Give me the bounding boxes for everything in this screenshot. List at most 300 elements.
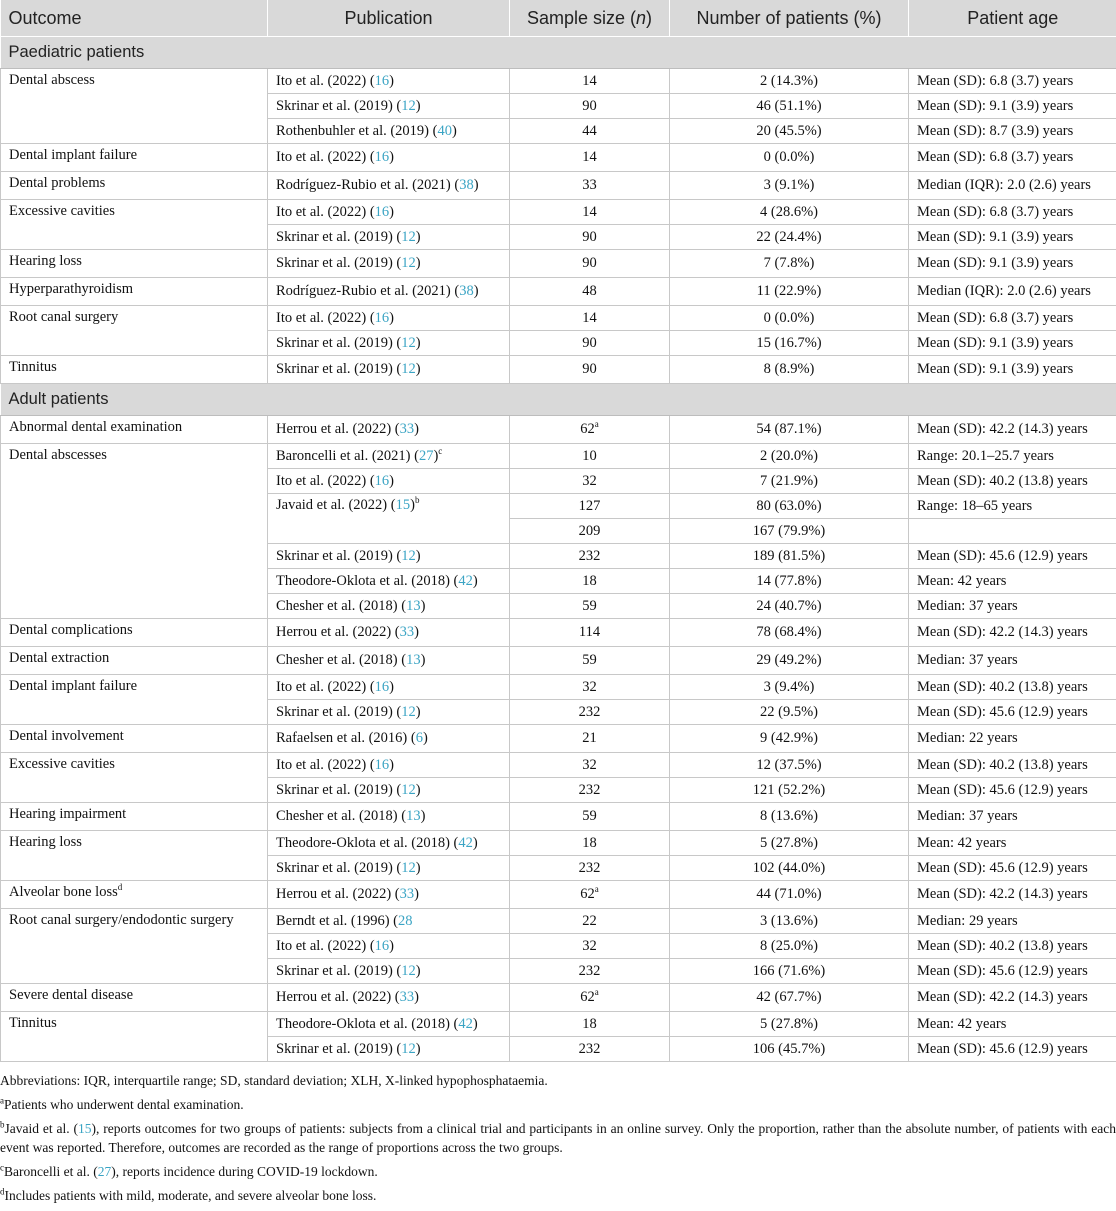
publication-cell xyxy=(268,144,510,172)
sample-size-cell xyxy=(510,444,670,469)
sample-size-cell xyxy=(510,569,670,594)
reference-link[interactable]: 12 xyxy=(401,335,416,351)
sample-size-value: 33 xyxy=(582,177,597,193)
reference-link[interactable]: 12 xyxy=(401,361,416,377)
reference-link[interactable]: 42 xyxy=(458,1016,473,1032)
patients-cell: 14 (77.8%) xyxy=(670,569,909,594)
age-cell: Range: 18–65 years xyxy=(909,494,1116,519)
sample-size-cell xyxy=(510,856,670,881)
sample-size-value: 114 xyxy=(579,624,600,640)
patients-cell: 78 (68.4%) xyxy=(670,619,909,647)
sample-size-cell xyxy=(510,94,670,119)
age-cell: Mean: 42 years xyxy=(909,569,1116,594)
publication-author: Berndt et al. (1996) ( xyxy=(276,913,398,929)
sample-size-cell xyxy=(510,753,670,778)
sample-size-cell xyxy=(510,959,670,984)
age-cell: Mean (SD): 42.2 (14.3) years xyxy=(909,619,1116,647)
reference-link[interactable]: 12 xyxy=(401,98,416,114)
outcome-label: Dental implant failure xyxy=(9,147,137,163)
age-cell: Mean: 42 years xyxy=(909,1012,1116,1037)
patients-cell: 2 (20.0%) xyxy=(670,444,909,469)
outcome-cell xyxy=(1,200,268,250)
patients-cell: 3 (9.4%) xyxy=(670,675,909,700)
outcome-cell xyxy=(1,675,268,725)
publication-author: Skrinar et al. (2019) ( xyxy=(276,548,401,564)
sample-size-cell xyxy=(510,469,670,494)
header-sample-size-suffix: ) xyxy=(646,8,652,28)
reference-link[interactable]: 12 xyxy=(401,963,416,979)
publication-cell xyxy=(268,984,510,1012)
reference-link[interactable]: 12 xyxy=(401,860,416,876)
publication-close: ) xyxy=(389,204,394,220)
table-row xyxy=(1,753,1116,778)
table-row xyxy=(1,278,1116,306)
outcome-cell xyxy=(1,356,268,384)
patients-cell: 8 (13.6%) xyxy=(670,803,909,831)
publication-close: ) xyxy=(389,679,394,695)
table-row xyxy=(1,416,1116,444)
header-age: Patient age xyxy=(909,0,1116,37)
reference-link[interactable]: 16 xyxy=(375,679,390,695)
sample-size-cell xyxy=(510,494,670,519)
sample-size-cell xyxy=(510,544,670,569)
outcome-cell xyxy=(1,881,268,909)
reference-link[interactable]: 12 xyxy=(401,255,416,271)
outcome-label: Dental complications xyxy=(9,622,133,638)
publication-close: ) xyxy=(473,1016,478,1032)
patients-cell: 4 (28.6%) xyxy=(670,200,909,225)
sample-size-value: 232 xyxy=(579,860,601,876)
sample-size-value: 62 xyxy=(580,421,595,437)
sample-size-value: 127 xyxy=(579,498,601,514)
publication-author: Skrinar et al. (2019) ( xyxy=(276,963,401,979)
publication-cell xyxy=(268,69,510,94)
outcome-label: Root canal surgery xyxy=(9,309,118,325)
publication-cell xyxy=(268,119,510,144)
age-cell: Median: 37 years xyxy=(909,803,1116,831)
publication-cell xyxy=(268,1037,510,1062)
outcome-label: Dental problems xyxy=(9,175,105,191)
header-patients: Number of patients (%) xyxy=(670,0,909,37)
sample-size-value: 14 xyxy=(582,149,597,165)
publication-close: ) xyxy=(421,808,426,824)
sample-size-cell xyxy=(510,831,670,856)
publication-cell xyxy=(268,469,510,494)
sample-size-cell xyxy=(510,278,670,306)
patients-cell: 189 (81.5%) xyxy=(670,544,909,569)
age-cell: Mean (SD): 40.2 (13.8) years xyxy=(909,934,1116,959)
publication-close: ) xyxy=(414,886,419,902)
reference-link[interactable]: 40 xyxy=(437,123,452,139)
header-sample-size xyxy=(510,0,670,37)
publication-close: ) xyxy=(452,123,457,139)
reference-link[interactable]: 6 xyxy=(416,730,423,746)
patients-cell: 121 (52.2%) xyxy=(670,778,909,803)
reference-link[interactable]: 16 xyxy=(375,473,390,489)
outcome-label: Root canal surgery/endodontic surgery xyxy=(9,912,234,928)
publication-close: ) xyxy=(389,757,394,773)
reference-link[interactable]: 13 xyxy=(406,808,421,824)
patients-cell: 22 (24.4%) xyxy=(670,225,909,250)
outcome-cell xyxy=(1,619,268,647)
sample-size-cell xyxy=(510,700,670,725)
sample-size-value: 90 xyxy=(582,361,597,377)
publication-close: ) xyxy=(416,963,421,979)
table-row xyxy=(1,200,1116,225)
reference-link[interactable]: 12 xyxy=(401,704,416,720)
outcome-cell xyxy=(1,172,268,200)
sample-size-value: 18 xyxy=(582,835,597,851)
reference-link[interactable]: 28 xyxy=(398,913,413,929)
sample-size-value: 209 xyxy=(579,523,601,539)
age-cell: Mean (SD): 40.2 (13.8) years xyxy=(909,469,1116,494)
reference-link[interactable]: 33 xyxy=(400,989,415,1005)
publication-close: ) xyxy=(416,704,421,720)
sample-size-value: 90 xyxy=(582,335,597,351)
patients-cell: 3 (13.6%) xyxy=(670,909,909,934)
footnote-mark: a xyxy=(595,884,599,894)
reference-link[interactable]: 13 xyxy=(406,598,421,614)
publication-author: Skrinar et al. (2019) ( xyxy=(276,255,401,271)
age-cell: Median (IQR): 2.0 (2.6) years xyxy=(909,278,1116,306)
outcome-label: Dental abscess xyxy=(9,72,95,88)
publication-author: Baroncelli et al. (2021) ( xyxy=(276,448,419,464)
patients-cell: 5 (27.8%) xyxy=(670,831,909,856)
age-cell: Mean (SD): 42.2 (14.3) years xyxy=(909,416,1116,444)
reference-link[interactable]: 33 xyxy=(400,886,415,902)
publication-cell xyxy=(268,725,510,753)
outcome-label: Dental involvement xyxy=(9,728,124,744)
outcome-cell xyxy=(1,416,268,444)
footnote-mark: c xyxy=(438,446,442,456)
sample-size-cell xyxy=(510,69,670,94)
patients-cell: 9 (42.9%) xyxy=(670,725,909,753)
publication-close: ) xyxy=(421,598,426,614)
publication-author: Rodríguez-Rubio et al. (2021) ( xyxy=(276,177,459,193)
outcome-cell xyxy=(1,753,268,803)
reference-link[interactable]: 13 xyxy=(406,652,421,668)
age-cell: Median (IQR): 2.0 (2.6) years xyxy=(909,172,1116,200)
table-row xyxy=(1,984,1116,1012)
outcome-cell xyxy=(1,909,268,984)
publication-cell xyxy=(268,416,510,444)
publication-author: Chesher et al. (2018) ( xyxy=(276,598,406,614)
outcome-cell xyxy=(1,1012,268,1062)
table-row xyxy=(1,172,1116,200)
outcome-cell xyxy=(1,306,268,356)
publication-close: ) xyxy=(474,283,479,299)
outcome-label: Excessive cavities xyxy=(9,756,115,772)
publication-author: Theodore-Oklota et al. (2018) ( xyxy=(276,1016,458,1032)
age-cell: Median: 37 years xyxy=(909,594,1116,619)
footnote-d: $^d$Includes patients with mild, moderate, and severe alveolar bone loss. xyxy=(0,1187,1116,1205)
publication-cell xyxy=(268,831,510,856)
publication-cell xyxy=(268,778,510,803)
footnote-mark: d xyxy=(118,882,123,892)
publication-cell xyxy=(268,444,510,469)
publication-author: Herrou et al. (2022) ( xyxy=(276,886,400,902)
footnote-a: $^a$Patients who underwent dental examination. xyxy=(0,1096,1116,1114)
reference-link[interactable]: 42 xyxy=(458,573,473,589)
patients-cell: 0 (0.0%) xyxy=(670,144,909,172)
sample-size-value: 62 xyxy=(580,989,595,1005)
publication-close: ) xyxy=(474,177,479,193)
sample-size-value: 14 xyxy=(582,204,597,220)
reference-link[interactable]: 38 xyxy=(459,283,474,299)
header-sample-size-prefix: Sample size ( xyxy=(527,8,636,28)
table-row xyxy=(1,619,1116,647)
age-cell: Mean (SD): 45.6 (12.9) years xyxy=(909,1037,1116,1062)
publication-author: Skrinar et al. (2019) ( xyxy=(276,782,401,798)
header-publication: Publication xyxy=(268,0,510,37)
publication-close: ) xyxy=(433,448,438,464)
publication-close: ) xyxy=(416,782,421,798)
publication-close: ) xyxy=(416,255,421,271)
age-cell: Median: 29 years xyxy=(909,909,1116,934)
patients-cell: 42 (67.7%) xyxy=(670,984,909,1012)
patients-cell: 102 (44.0%) xyxy=(670,856,909,881)
outcome-cell xyxy=(1,803,268,831)
sample-size-cell xyxy=(510,200,670,225)
publication-author: Herrou et al. (2022) ( xyxy=(276,421,400,437)
table-row xyxy=(1,306,1116,331)
reference-link[interactable]: 12 xyxy=(401,1041,416,1057)
reference-link[interactable]: 42 xyxy=(458,835,473,851)
publication-author: Rodríguez-Rubio et al. (2021) ( xyxy=(276,283,459,299)
reference-link[interactable]: 16 xyxy=(375,310,390,326)
age-cell: Mean (SD): 45.6 (12.9) years xyxy=(909,700,1116,725)
sample-size-value: 59 xyxy=(582,808,597,824)
publication-close: ) xyxy=(416,229,421,245)
publication-close: ) xyxy=(416,1041,421,1057)
table-row xyxy=(1,831,1116,856)
sample-size-value: 232 xyxy=(579,963,601,979)
reference-link[interactable]: 12 xyxy=(401,782,416,798)
section-title: Paediatric patients xyxy=(1,37,1116,69)
publication-author: Ito et al. (2022) ( xyxy=(276,310,375,326)
age-cell xyxy=(909,519,1116,544)
patients-cell: 20 (45.5%) xyxy=(670,119,909,144)
table-row xyxy=(1,444,1116,469)
outcome-cell xyxy=(1,831,268,881)
age-cell: Mean (SD): 6.8 (3.7) years xyxy=(909,69,1116,94)
sample-size-value: 232 xyxy=(579,1041,601,1057)
sample-size-value: 48 xyxy=(582,283,597,299)
publication-close: ) xyxy=(389,149,394,165)
publication-close: ) xyxy=(414,989,419,1005)
sample-size-cell xyxy=(510,984,670,1012)
outcome-label: Hyperparathyroidism xyxy=(9,281,133,297)
publication-author: Ito et al. (2022) ( xyxy=(276,73,375,89)
outcome-cell xyxy=(1,647,268,675)
publication-close: ) xyxy=(416,361,421,377)
publication-close: ) xyxy=(416,335,421,351)
table-footnotes xyxy=(0,1062,1116,1205)
sample-size-cell xyxy=(510,594,670,619)
sample-size-cell xyxy=(510,619,670,647)
publication-cell xyxy=(268,675,510,700)
reference-link[interactable]: 16 xyxy=(375,73,390,89)
publication-author: Theodore-Oklota et al. (2018) ( xyxy=(276,835,458,851)
patients-cell: 12 (37.5%) xyxy=(670,753,909,778)
sample-size-value: 232 xyxy=(579,548,601,564)
sample-size-cell xyxy=(510,225,670,250)
sample-size-value: 59 xyxy=(582,652,597,668)
publication-author: Ito et al. (2022) ( xyxy=(276,204,375,220)
patients-cell: 22 (9.5%) xyxy=(670,700,909,725)
publication-cell xyxy=(268,909,510,934)
age-cell: Mean (SD): 9.1 (3.9) years xyxy=(909,331,1116,356)
patients-cell: 46 (51.1%) xyxy=(670,94,909,119)
outcome-cell xyxy=(1,984,268,1012)
sample-size-cell xyxy=(510,881,670,909)
footnote-mark: a xyxy=(595,419,599,429)
publication-cell xyxy=(268,172,510,200)
sample-size-value: 32 xyxy=(582,679,597,695)
footnote-c: $^c$Baroncelli et al. (27), reports incidence during COVID-19 lockdown. xyxy=(0,1163,1116,1181)
publication-close: ) xyxy=(389,938,394,954)
publication-author: Skrinar et al. (2019) ( xyxy=(276,860,401,876)
sample-size-value: 90 xyxy=(582,98,597,114)
publication-author: Herrou et al. (2022) ( xyxy=(276,624,400,640)
publication-cell xyxy=(268,356,510,384)
reference-link[interactable]: 38 xyxy=(459,177,474,193)
age-cell: Median: 37 years xyxy=(909,647,1116,675)
age-cell: Mean (SD): 9.1 (3.9) years xyxy=(909,94,1116,119)
age-cell: Median: 22 years xyxy=(909,725,1116,753)
publication-cell xyxy=(268,306,510,331)
publication-close: ) xyxy=(414,421,419,437)
sample-size-value: 14 xyxy=(582,73,597,89)
reference-link[interactable]: 33 xyxy=(400,421,415,437)
section-header-row xyxy=(1,37,1116,69)
publication-close: ) xyxy=(473,835,478,851)
outcome-cell xyxy=(1,278,268,306)
sample-size-value: 44 xyxy=(582,123,597,139)
sample-size-cell xyxy=(510,725,670,753)
publication-close: ) xyxy=(410,497,415,513)
publication-cell xyxy=(268,94,510,119)
publication-cell xyxy=(268,494,510,544)
age-cell: Mean (SD): 8.7 (3.9) years xyxy=(909,119,1116,144)
patients-cell: 166 (71.6%) xyxy=(670,959,909,984)
patients-cell: 0 (0.0%) xyxy=(670,306,909,331)
publication-cell xyxy=(268,934,510,959)
sample-size-value: 90 xyxy=(582,229,597,245)
sample-size-cell xyxy=(510,675,670,700)
patients-cell: 8 (8.9%) xyxy=(670,356,909,384)
publication-cell xyxy=(268,200,510,225)
table-row xyxy=(1,356,1116,384)
outcome-label: Severe dental disease xyxy=(9,987,133,1003)
table-row xyxy=(1,675,1116,700)
sample-size-value: 59 xyxy=(582,598,597,614)
outcome-cell xyxy=(1,250,268,278)
header-outcome: Outcome xyxy=(1,0,268,37)
sample-size-value: 62 xyxy=(580,886,595,902)
reference-link[interactable]: 27 xyxy=(419,448,434,464)
publication-author: Skrinar et al. (2019) ( xyxy=(276,704,401,720)
publication-author: Rafaelsen et al. (2016) ( xyxy=(276,730,416,746)
outcome-label: Abnormal dental examination xyxy=(9,419,182,435)
section-title: Adult patients xyxy=(1,384,1116,416)
age-cell: Mean (SD): 9.1 (3.9) years xyxy=(909,225,1116,250)
table-row xyxy=(1,1012,1116,1037)
outcome-label: Alveolar bone loss xyxy=(9,884,118,900)
reference-link[interactable]: 12 xyxy=(401,229,416,245)
age-cell: Mean: 42 years xyxy=(909,831,1116,856)
reference-link[interactable]: 15 xyxy=(396,497,411,513)
outcome-label: Hearing impairment xyxy=(9,806,126,822)
publication-cell xyxy=(268,619,510,647)
reference-link[interactable]: 16 xyxy=(375,938,390,954)
sample-size-value: 21 xyxy=(582,730,597,746)
outcome-label: Hearing loss xyxy=(9,253,82,269)
section-header-row xyxy=(1,384,1116,416)
patients-cell: 11 (22.9%) xyxy=(670,278,909,306)
patients-cell: 15 (16.7%) xyxy=(670,331,909,356)
header-sample-size-n: n xyxy=(636,8,646,28)
publication-close: ) xyxy=(389,73,394,89)
publication-close: ) xyxy=(423,730,428,746)
publication-close: ) xyxy=(421,652,426,668)
patients-cell: 7 (21.9%) xyxy=(670,469,909,494)
sample-size-cell xyxy=(510,934,670,959)
publication-cell xyxy=(268,700,510,725)
sample-size-cell xyxy=(510,416,670,444)
reference-link[interactable]: 15 xyxy=(78,1121,92,1136)
publication-author: Ito et al. (2022) ( xyxy=(276,679,375,695)
patients-cell: 29 (49.2%) xyxy=(670,647,909,675)
publication-author: Chesher et al. (2018) ( xyxy=(276,652,406,668)
publication-author: Skrinar et al. (2019) ( xyxy=(276,361,401,377)
patients-cell: 5 (27.8%) xyxy=(670,1012,909,1037)
reference-link[interactable]: 33 xyxy=(400,624,415,640)
publication-cell xyxy=(268,1012,510,1037)
outcome-cell xyxy=(1,444,268,619)
publication-close: ) xyxy=(416,548,421,564)
age-cell: Mean (SD): 6.8 (3.7) years xyxy=(909,306,1116,331)
patients-cell: 54 (87.1%) xyxy=(670,416,909,444)
sample-size-value: 32 xyxy=(582,473,597,489)
patients-cell: 24 (40.7%) xyxy=(670,594,909,619)
sample-size-cell xyxy=(510,803,670,831)
outcome-cell xyxy=(1,725,268,753)
publication-author: Skrinar et al. (2019) ( xyxy=(276,335,401,351)
sample-size-value: 10 xyxy=(582,448,597,464)
reference-link[interactable]: 12 xyxy=(401,548,416,564)
outcome-label: Dental extraction xyxy=(9,650,109,666)
table-row xyxy=(1,144,1116,172)
outcome-label: Tinnitus xyxy=(9,359,57,375)
publication-cell xyxy=(268,753,510,778)
footnote-mark: a xyxy=(595,987,599,997)
reference-link[interactable]: 27 xyxy=(98,1164,112,1179)
sample-size-cell xyxy=(510,909,670,934)
reference-link[interactable]: 16 xyxy=(375,757,390,773)
publication-cell xyxy=(268,569,510,594)
reference-link[interactable]: 16 xyxy=(375,149,390,165)
patients-cell: 3 (9.1%) xyxy=(670,172,909,200)
publication-author: Ito et al. (2022) ( xyxy=(276,473,375,489)
age-cell: Mean (SD): 40.2 (13.8) years xyxy=(909,675,1116,700)
sample-size-cell xyxy=(510,250,670,278)
publication-close: ) xyxy=(389,310,394,326)
age-cell: Mean (SD): 45.6 (12.9) years xyxy=(909,544,1116,569)
reference-link[interactable]: 16 xyxy=(375,204,390,220)
sample-size-value: 232 xyxy=(579,704,601,720)
publication-cell xyxy=(268,959,510,984)
